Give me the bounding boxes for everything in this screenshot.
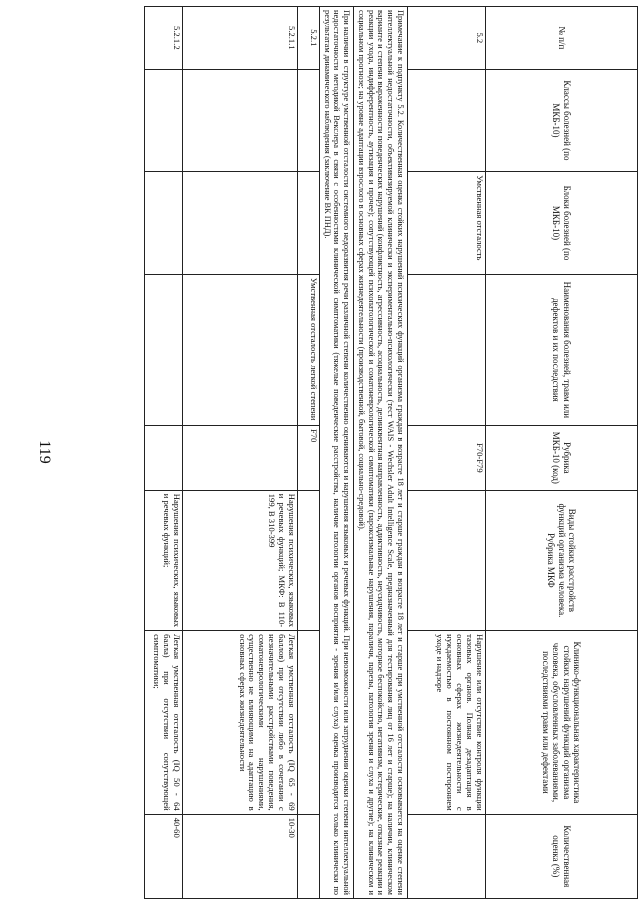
row-types: Нарушения психических, языковых и речевых функций; МКФ: В 110-199, В 310-399 <box>183 490 298 630</box>
row-score: 40-60 <box>145 814 183 898</box>
row-num: 5.2.1.2 <box>145 7 183 70</box>
header-num: № п/п <box>486 7 638 70</box>
row-rubric: F70-F79 <box>408 425 486 490</box>
page-number: 119 <box>36 440 53 464</box>
header-row <box>486 7 638 899</box>
table-row <box>183 7 298 899</box>
row-rubric: F70 <box>298 425 320 490</box>
table-row <box>408 7 486 899</box>
row-name: Умственная отсталость легкой степени <box>298 274 320 425</box>
disease-table <box>144 6 638 899</box>
header-types: Виды стойких расстройств функций организма человека. Рубрика МКФ <box>486 490 638 630</box>
table-row <box>298 7 320 899</box>
note-row <box>354 7 408 899</box>
row-clinical: Нарушение или отсутствие контроля функции тазовых органов. Полная дезадаптация в основных сферах жизнедеятельности с нуждаемостью в постоянном постороннем уходе и надзоре <box>408 631 486 815</box>
row-num: 5.2.1 <box>298 7 320 70</box>
note-row <box>320 7 354 899</box>
header-classes: Классы болезней (по МКБ-10) <box>486 69 638 172</box>
table-row <box>145 7 183 899</box>
header-rubric: Рубрика МКБ-10 (код) <box>486 425 638 490</box>
note-text-2: При наличии в структуре умственной отсталости системного недоразвития речи различной степени количественно оцениваются и нарушения языковых и речевых функций. При невозможности или затруднении оценки степени интеллектуальной недостаточности методикой Векслера в связи с особенностями клинической симптоматики (тяжелые поведенческие расстройства, наличие патологии органов восприятия - зрения и/или слуха) оценка производится только клинически по результатам динамического наблюдения (заключение ВК ПНД). <box>320 7 354 899</box>
row-clinical: Легкая умственная отсталость (IQ 50 - 64 балла) при отсутствии сопутствующей симптоматики; <box>145 631 183 815</box>
row-num: 5.2.1.1 <box>183 7 298 70</box>
header-blocks: Блоки болезней (по МКБ-10) <box>486 172 638 275</box>
row-types: Нарушения психических, языковых и речевых функций; <box>145 490 183 630</box>
header-clinical: Клинико-функциональная характеристика стойких нарушений функций организма человека, обусловленных заболеваниями, последствиями травм или дефектами <box>486 631 638 815</box>
row-score: 10-30 <box>183 814 298 898</box>
header-names: Наименования болезней, травм или дефектов и их последствия <box>486 274 638 425</box>
row-clinical: Легкая умственная отсталость (IQ 65 - 69 баллов) при отсутствии либо в сочетании с незначительными расстройствами поведения, соматоневрологическими нарушениями, существенно не влияющими на адаптацию в основных сферах жизнедеятельности <box>183 631 298 815</box>
note-text-1: Примечание к подпункту 5.2. Количественная оценка стойких нарушений психических функций организма граждан в возрасте 18 лет и старше граждан в возрасте 18 лет и старше при умственной отсталости основывается на оценке степени интеллектуальной недостаточности, объективизируемой клинически и экспериментально-психологически (тест WAIS - Wechsler Adult Intelligence Scale, предназначенный для тестирования лиц от 16 лет и старше); на наличии, клиническом варианте и степени выраженности поведенческих нарушений (конфликтность, агрессивность, асоциальность, делинквентная направленность, аддиктивность, неусидчивость, моторное беспокойство, негативизм, истерические, отказные реакции и реакции ухода, индифферентность, аутизация и прочее); сопутствующей психопатологической и соматоневрологической симптоматики (пароксизмальные нарушения, параличи, парезы, патология зрения и слуха и другие); на клиническом и социальном прогнозе; на уровне адаптации взрослого в основных сферах жизнедеятельности (производственной, бытовой, социально-средовой). <box>354 7 408 899</box>
header-score: Количественная оценка (%) <box>486 814 638 898</box>
rotated-table-page <box>78 0 638 905</box>
row-num: 5.2 <box>408 7 486 70</box>
row-block: Умственная отсталость <box>408 172 486 275</box>
